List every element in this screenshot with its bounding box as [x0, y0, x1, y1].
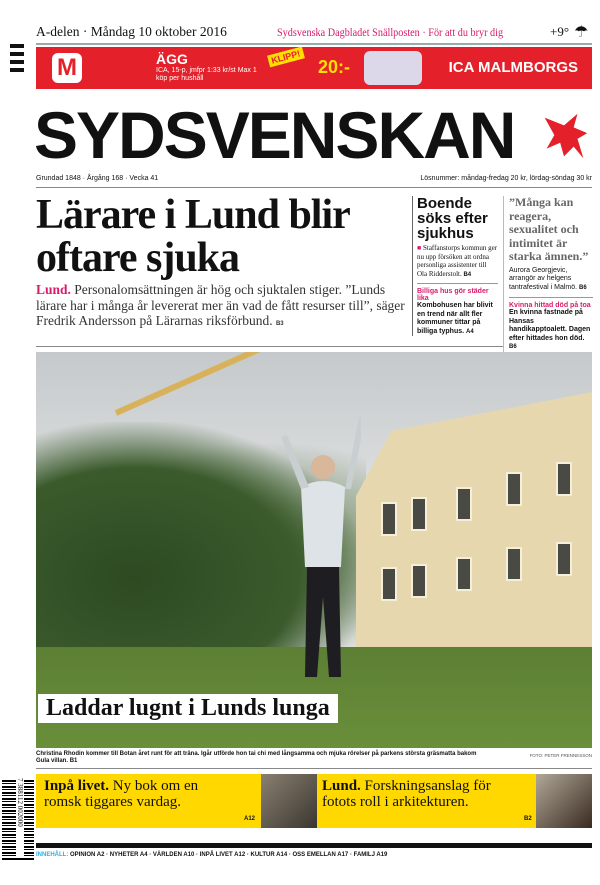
ad-brand: ICA MALMBORGS	[448, 59, 578, 76]
divider	[36, 187, 592, 188]
lead-headline[interactable]: Lärare i Lund blir oftare sjuka	[36, 192, 350, 281]
dateline: A-delen · Måndag 10 oktober 2016	[36, 24, 227, 39]
ad-product: ÄGG	[156, 51, 188, 67]
window	[411, 564, 427, 598]
promo-text: Ny bok om en romsk tiggares vardag.	[44, 778, 199, 810]
tease-text	[509, 309, 593, 352]
news-column-1[interactable]	[412, 196, 498, 336]
rain-cloud-icon: ☂	[574, 24, 589, 41]
griffin-logo-icon	[535, 108, 593, 166]
caption-text: Christina Rhodin kommer till Botan året runt för att träna. Igår utförde hon tai chi med långsamma och mjuka rörelser på parkens största gräsmatta bakom Gula villan.	[36, 751, 477, 764]
page-ref: B3	[275, 321, 284, 327]
column-headline: Boende söks efter sjukhus	[417, 195, 488, 242]
photo-credit: FOTO: PETER FRENNESSON	[529, 753, 592, 758]
contents-label: INNEHÅLL:	[36, 852, 69, 858]
contents-index	[36, 852, 387, 858]
page-ref: B6	[509, 344, 517, 350]
founded-info: Grundad 1848 · Årgång 168 · Vecka 41	[36, 175, 159, 182]
slogan: Sydsvenska Dagbladet Snällposten · För att du bryr dig	[277, 25, 504, 39]
barcode	[2, 780, 34, 860]
masthead-title: SYDSVENSKAN	[34, 98, 515, 172]
divider	[36, 768, 592, 769]
tease-text	[417, 302, 498, 336]
menu-icon[interactable]	[10, 44, 24, 76]
window	[456, 557, 472, 591]
page-ref: B4	[463, 271, 472, 278]
egg-carton-image	[364, 51, 422, 85]
issue-price: Lösnummer: måndag-fredag 20 kr, lördag-söndag 30 kr	[420, 175, 592, 182]
tease-body: Kombohusen har blivit en trend när allt fler kommuner tittar på billiga typhus.	[417, 302, 493, 335]
ad-badge: KLIPP!	[267, 47, 304, 67]
page-ref: B1	[69, 758, 78, 764]
news-column-2[interactable]	[503, 196, 593, 352]
column-body: Staffanstorps kommun ger nu upp försöken att ordna personliga assistenter till Ola Ridderstolt.	[417, 244, 498, 278]
lead-text	[36, 282, 408, 329]
window	[381, 502, 397, 536]
page-ref: B2	[524, 816, 532, 822]
pull-quote: ”Många kan reagera, sexualitet och intimitet är starka ämnen.”	[509, 195, 589, 263]
promo-kicker: Lund.	[322, 778, 361, 794]
promo-photo-woman	[536, 774, 592, 828]
lead-kicker: Lund.	[36, 282, 71, 297]
promo-photo-women	[261, 774, 317, 828]
barcode-number: 7 388112 002000	[16, 778, 24, 858]
ad-price: 20:-	[318, 57, 351, 77]
page-ref: A4	[466, 328, 474, 335]
lead-photo[interactable]	[36, 352, 592, 748]
ad-logo: M	[52, 53, 82, 83]
contents-items[interactable]: OPINION A2 · NYHETER A4 · VÄRLDEN A10 · INPÅ LIVET A12 · KULTUR A14 · OSS EMELLAN A17 · FAMILJ A19	[70, 852, 388, 858]
staff-image	[115, 352, 419, 416]
divider	[36, 843, 592, 848]
window	[506, 472, 522, 506]
window	[506, 547, 522, 581]
column-text: ■ Staffanstorps kommun ger nu upp försöken att ordna personliga assistenter till Ola Ridderstolt. B4	[417, 244, 498, 278]
attribution-text: Aurora Georgjevic, arrangör av helgens tantrafestival i Malmö.	[509, 266, 578, 291]
tease-body: En kvinna fastnade på Hansas handikapptoalett. Dagen efter hittades hon död.	[509, 309, 591, 342]
promo-kicker: Inpå livet.	[44, 778, 110, 794]
promo-inpa-livet[interactable]	[44, 778, 239, 810]
page-ref: B6	[579, 284, 587, 291]
window	[556, 462, 572, 496]
divider	[36, 43, 592, 45]
ad-details: ICA, 15-p, jmfpr 1:33 kr/st Max 1 köp per hushåll	[156, 67, 257, 82]
window	[381, 567, 397, 601]
photo-caption	[36, 751, 491, 765]
window	[556, 542, 572, 576]
promo-lund[interactable]	[322, 778, 517, 810]
lead-body: Personalomsättningen är hög och sjuktalen stiger. ”Lunds lärare har i många år levererat mer än vad de fått resurser till”, säger Fredrik Andersson på Lärarnas riksförbund.	[36, 282, 405, 328]
window	[456, 487, 472, 521]
tease-headline: Kvinna hittad död på toa	[509, 297, 593, 309]
window	[411, 497, 427, 531]
promo-strip	[36, 774, 592, 828]
promo-text: Forskningsanslag för fotots roll i arkitekturen.	[322, 778, 491, 810]
photo-headline: Laddar lugnt i Lunds lunga	[38, 694, 338, 723]
temperature: +9°	[550, 24, 570, 39]
tease-headline: Billiga hus gör städer lika	[417, 283, 498, 302]
quote-attribution	[509, 267, 593, 293]
page-ref: A12	[244, 816, 256, 822]
advertisement-banner[interactable]	[36, 47, 592, 89]
woman-figure-image	[281, 417, 361, 687]
